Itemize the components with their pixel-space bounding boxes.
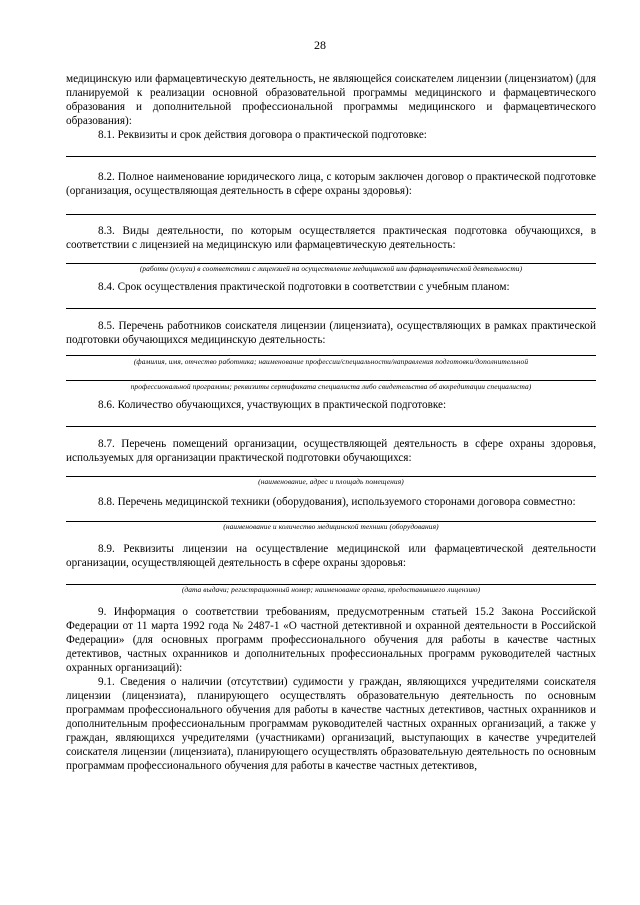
- caption-8-7: (наименование, адрес и площадь помещения): [258, 477, 404, 486]
- item-8-9: 8.9. Реквизиты лицензии на осуществление медицинской или фармацевтической деятельности организации, осуществляющей деятельность в сфере охраны здоровья:: [66, 543, 596, 569]
- caption-8-5b: профессиональной программы; реквизиты сертификата специалиста либо свидетельства об аккредитации специалиста): [130, 382, 532, 391]
- item-8-8: 8.8. Перечень медицинской техники (оборудования), используемого сторонами договора совместно:: [98, 496, 576, 508]
- intro-paragraph: медицинскую или фармацевтическую деятельность, не являющейся соискателем лицензии (лицензиатом) (для планируемой к реализации основной образовательной программы медицинского и фармацевтического образования и дополнительной профессиональной программы медицинского и фармацевтического образования):: [66, 73, 596, 127]
- fill-line-8-6: [66, 426, 596, 427]
- caption-8-9: (дата выдачи; регистрационный номер; наименование органа, предоставившего лицензию): [181, 585, 481, 594]
- fill-line-8-1: [66, 156, 596, 157]
- item-9-1: 9.1. Сведения о наличии (отсутствии) судимости у граждан, являющихся учредителями соискателя лицензии (лицензиата), планирующего осуществлять образовательную деятельность по основным программам профессионального обучения для работы в качестве частных детективов, частных охранников и дополнительным профессиональным программам руководителей частных охранных организаций, а также у граждан, являющихся учредителями (участниками) организаций, выступающих в качестве учредителей соискателя лицензии (лицензиата), планирующего осуществлять образовательную деятельность по основным программам профессионального обучения для работы в качестве частных детективов,: [66, 676, 596, 772]
- fill-line-8-5b: [66, 380, 596, 381]
- document-body: [66, 72, 596, 773]
- caption-8-3: (работы (услуги) в соответствии с лицензией на осуществление медицинской или фармацевтической деятельности): [139, 264, 523, 273]
- item-9: 9. Информация о соответствии требованиям, предусмотренным статьей 15.2 Закона Российской Федерации от 11 марта 1992 года № 2487-1 «О частной детективной и охранной деятельности в Российской Федерации» (для основных программ профессионального обучения для работы в качестве частных детективов, частных охранников и дополнительных профессиональных программ руководителей частных охранных организаций):: [66, 606, 596, 674]
- fill-line-8-4: [66, 308, 596, 309]
- item-8-6: 8.6. Количество обучающихся, участвующих в практической подготовке:: [98, 399, 447, 411]
- item-8-2: 8.2. Полное наименование юридического лица, с которым заключен договор о практической подготовке (организация, осуществляющая деятельность в сфере охраны здоровья):: [66, 171, 596, 197]
- page-number: 28: [314, 38, 326, 52]
- caption-8-5a: (фамилия, имя, отчество работника; наименование профессии/специальности/направления подготовки/дополнительной: [133, 357, 529, 366]
- item-8-5: 8.5. Перечень работников соискателя лицензии (лицензиата), осуществляющих в рамках практической подготовки обучающихся медицинскую деятельность:: [66, 320, 596, 346]
- item-8-1: 8.1. Реквизиты и срок действия договора о практической подготовке:: [98, 129, 427, 141]
- fill-line-8-5a: [66, 355, 596, 356]
- item-8-7: 8.7. Перечень помещений организации, осуществляющей деятельность в сфере охраны здоровья, используемых для организации практической подготовки обучающихся:: [66, 438, 596, 464]
- item-8-3: 8.3. Виды деятельности, по которым осуществляется практическая подготовка обучающихся, в соответствии с лицензией на медицинскую или фармацевтическую деятельность:: [66, 225, 596, 251]
- caption-8-8: (наименование и количество медицинской техники (оборудования): [223, 522, 439, 531]
- item-8-4: 8.4. Срок осуществления практической подготовки в соответствии с учебным планом:: [98, 281, 510, 293]
- fill-line-8-2: [66, 214, 596, 215]
